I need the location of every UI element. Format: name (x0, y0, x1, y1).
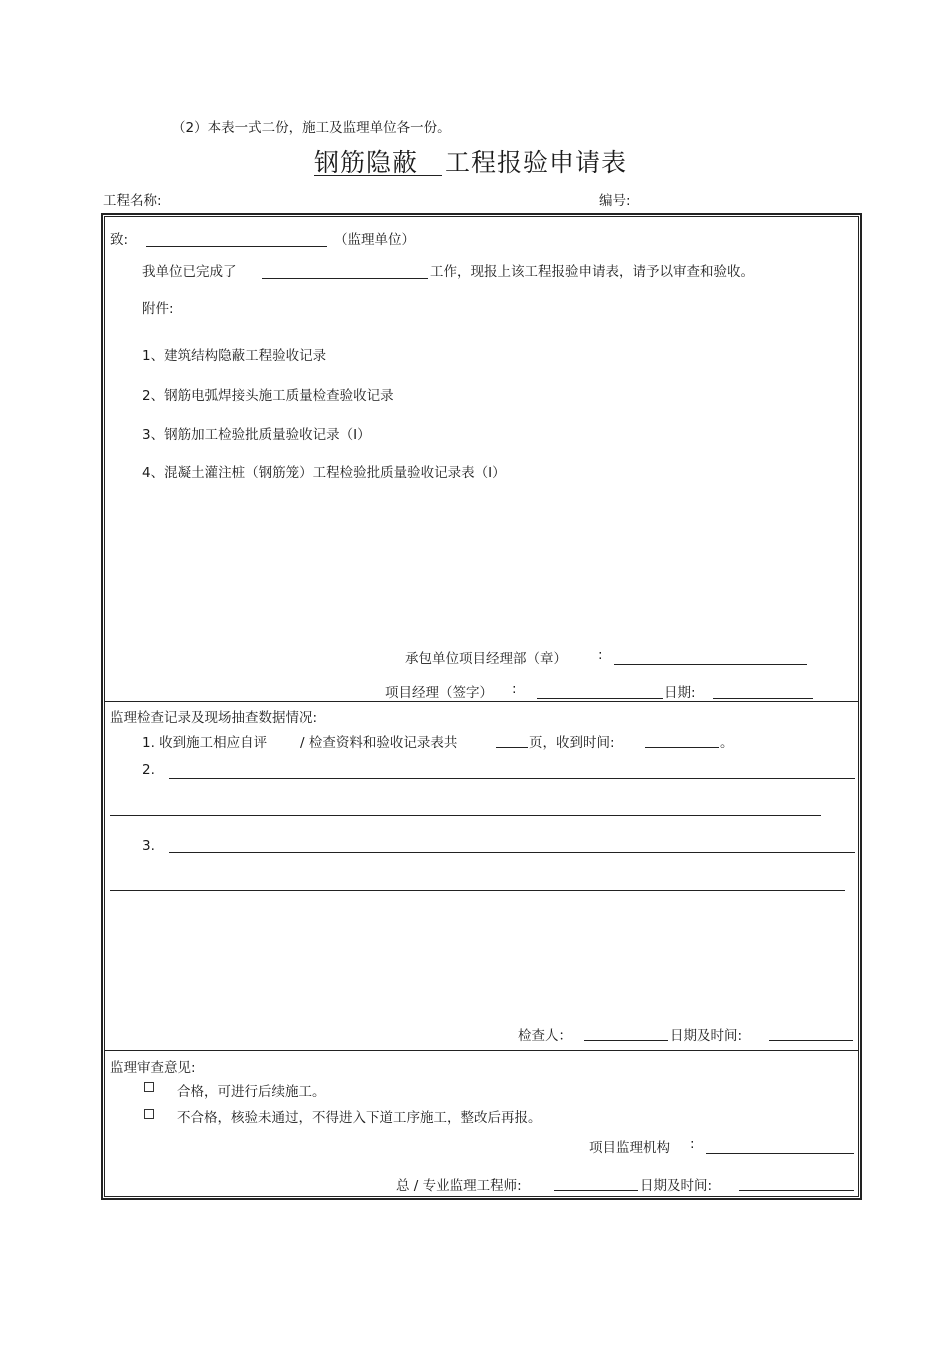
item2-field[interactable] (169, 778, 855, 779)
fail-option-label: 不合格，核验未通过，不得进入下道工序施工，整改后再报。 (177, 1110, 542, 1126)
datetime-field[interactable] (769, 1040, 853, 1041)
item1-prefix: 1. 收到施工相应自评 (142, 735, 268, 751)
fail-checkbox[interactable] (144, 1109, 154, 1119)
inspector-field[interactable] (584, 1040, 668, 1041)
to-label: 致: (110, 232, 129, 248)
review-datetime-label: 日期及时间: (640, 1178, 713, 1194)
engineer-signature-field[interactable] (554, 1190, 638, 1191)
review-heading: 监理审查意见: (110, 1060, 196, 1076)
contractor-dept-colon: : (598, 647, 603, 663)
pm-colon: : (512, 681, 517, 697)
contractor-dept-field[interactable] (614, 664, 807, 665)
item1-pages: 页，收到时间: (529, 735, 615, 751)
attachments-label: 附件: (142, 301, 174, 317)
date-label: 日期: (664, 685, 696, 701)
received-time-field[interactable] (645, 747, 719, 748)
completed-prefix: 我单位已完成了 (142, 264, 237, 280)
page-count-field[interactable] (496, 747, 528, 748)
date-field[interactable] (713, 698, 813, 699)
item3-field[interactable] (169, 852, 855, 853)
review-datetime-field[interactable] (739, 1190, 854, 1191)
pm-label: 项目经理（签字） (385, 685, 493, 701)
section-divider-1 (104, 701, 859, 702)
item1-end: 。 (720, 735, 734, 751)
completed-work-field[interactable] (262, 278, 428, 279)
item1-mid: / 检查资料和验收记录表共 (300, 735, 458, 751)
item2-field-continued[interactable] (110, 815, 821, 816)
completed-suffix: 工作，现报上该工程报验申请表，请予以审查和验收。 (430, 264, 754, 280)
form-title-part1: 钢筋隐蔽 (314, 148, 419, 177)
form-note: （2）本表一式二份，施工及监理单位各一份。 (172, 120, 451, 136)
item3-field-continued[interactable] (110, 890, 845, 891)
item2-label: 2. (142, 762, 155, 778)
supervision-org-colon: : (690, 1136, 695, 1152)
pass-option-label: 合格，可进行后续施工。 (177, 1084, 326, 1100)
supervision-org-field[interactable] (706, 1153, 854, 1154)
inspection-heading: 监理检查记录及现场抽查数据情况: (110, 710, 318, 726)
supervision-org-label: 项目监理机构 (589, 1140, 670, 1156)
project-name-label: 工程名称: (103, 193, 162, 209)
attachment-item: 2、钢筋电弧焊接头施工质量检查验收记录 (142, 388, 394, 404)
section-divider-2 (104, 1050, 859, 1051)
supervisor-unit-label: （监理单位） (334, 232, 415, 248)
number-label: 编号: (599, 193, 631, 209)
pm-signature-field[interactable] (537, 698, 663, 699)
item3-label: 3. (142, 838, 155, 854)
attachment-item: 3、钢筋加工检验批质量验收记录（Ⅰ） (142, 427, 371, 443)
form-title-part2: 工程报验申请表 (445, 148, 628, 177)
engineer-label: 总 / 专业监理工程师: (396, 1178, 522, 1194)
attachment-item: 1、建筑结构隐蔽工程验收记录 (142, 348, 327, 364)
pass-checkbox[interactable] (144, 1082, 154, 1092)
supervisor-unit-field[interactable] (146, 246, 327, 247)
attachment-item: 4、混凝土灌注桩（钢筋笼）工程检验批质量验收记录表（Ⅰ） (142, 465, 506, 481)
contractor-dept-label: 承包单位项目经理部（章） (405, 651, 567, 667)
title-underline (314, 175, 442, 176)
datetime-label: 日期及时间: (670, 1028, 743, 1044)
inspector-label: 检查人： (518, 1028, 572, 1044)
